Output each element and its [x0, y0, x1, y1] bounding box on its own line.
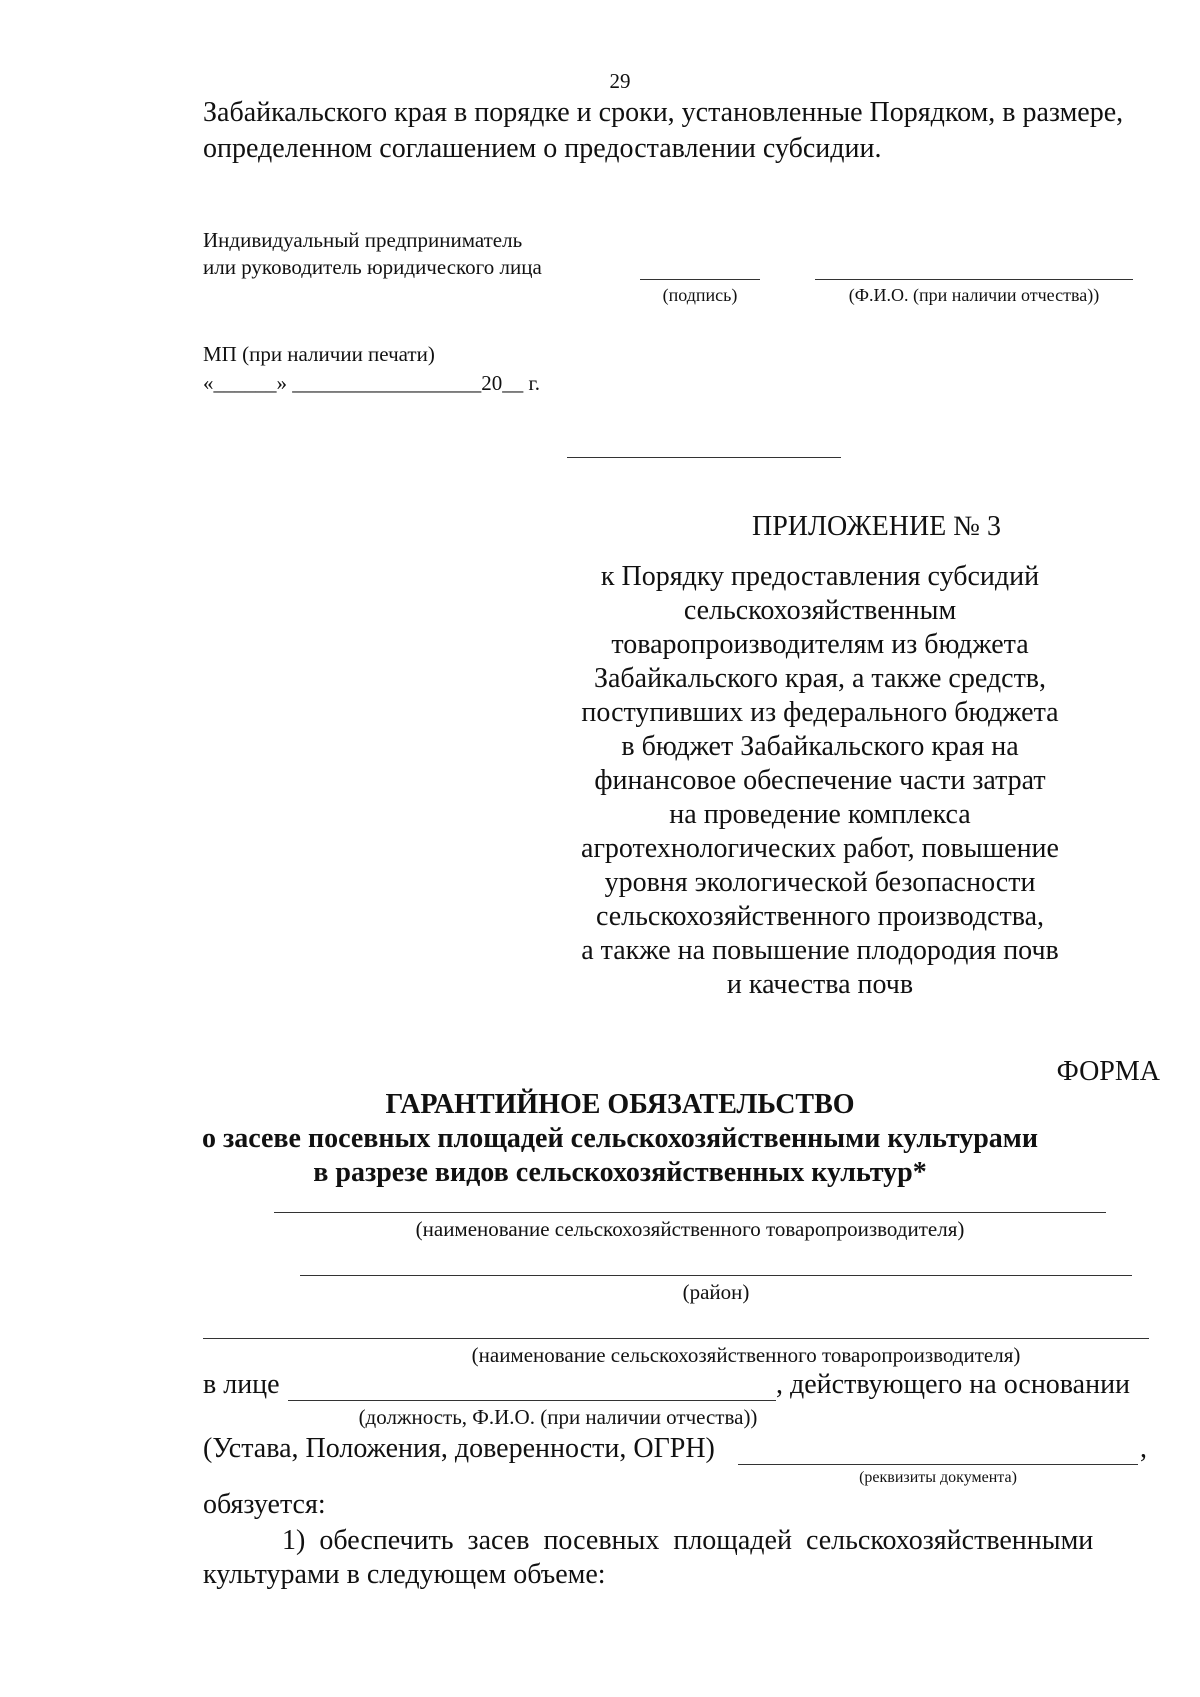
signature-caption: (подпись) — [662, 285, 738, 305]
appendix-line: уровня экологической безопасности — [604, 867, 1036, 898]
position-fio-line[interactable] — [288, 1400, 776, 1401]
appendix-line: а также на повышение плодородия почв — [581, 935, 1059, 966]
producer-name-line-2[interactable] — [203, 1338, 1149, 1339]
heading-subtitle-1: о засеве посевных площадей сельскохозяйственными культурами — [201, 1123, 1039, 1154]
page-number: 29 — [609, 69, 631, 93]
commits-label: обязуется: — [203, 1489, 326, 1520]
district-line[interactable] — [300, 1275, 1132, 1276]
appendix-line: в бюджет Забайкальского края на — [621, 731, 1019, 762]
signer-label-line-2: или руководитель юридического лица — [203, 255, 542, 279]
document-details-caption: (реквизиты документа) — [859, 1469, 1017, 1486]
appendix-line: и качества почв — [726, 969, 914, 1000]
obligation-item-1-line-1: 1) обеспечить засев посевных площадей сельскохозяйственными — [282, 1525, 1094, 1556]
section-separator — [567, 457, 841, 458]
appendix-line: финансовое обеспечение части затрат — [594, 765, 1046, 796]
appendix-line: сельскохозяйственного производства, — [595, 901, 1045, 932]
appendix-line: агротехнологических работ, повышение — [581, 833, 1059, 864]
heading-title: ГАРАНТИЙНОЕ ОБЯЗАТЕЛЬСТВО — [385, 1089, 855, 1120]
obligation-item-1-line-2: культурами в следующем объеме: — [203, 1559, 606, 1590]
basis-comma: , — [1140, 1433, 1147, 1464]
date-line: «______» __________________20__ г. — [203, 371, 540, 395]
basis-label: (Устава, Положения, доверенности, ОГРН) — [203, 1433, 715, 1464]
producer-name-caption: (наименование сельскохозяйственного товаропроизводителя) — [415, 1217, 965, 1241]
appendix-line: товаропроизводителям из бюджета — [611, 629, 1029, 660]
appendix-line: на проведение комплекса — [669, 799, 971, 830]
document-details-line[interactable] — [738, 1464, 1138, 1465]
in-person-label: в лице — [203, 1369, 280, 1400]
fio-caption: (Ф.И.О. (при наличии отчества)) — [848, 285, 1100, 305]
heading-subtitle-2: в разрезе видов сельскохозяйственных культур* — [313, 1157, 927, 1188]
position-fio-caption: (должность, Ф.И.О. (при наличии отчества)) — [358, 1405, 758, 1429]
appendix-line: поступивших из федерального бюджета — [581, 697, 1059, 728]
signer-label-line-1: Индивидуальный предприниматель — [203, 228, 523, 252]
intro-line-1: Забайкальского края в порядке и сроки, установленные Порядком, в размере, — [203, 97, 1124, 128]
producer-name-caption-2: (наименование сельскохозяйственного товаропроизводителя) — [471, 1343, 1021, 1367]
appendix-line: Забайкальского края, а также средств, — [593, 663, 1047, 694]
producer-name-line[interactable] — [274, 1212, 1106, 1213]
district-caption: (район) — [682, 1280, 750, 1304]
form-label: ФОРМА — [1056, 1056, 1160, 1087]
signature-line — [640, 279, 760, 280]
appendix-title: ПРИЛОЖЕНИЕ № 3 — [752, 511, 1001, 542]
fio-line — [815, 279, 1133, 280]
acting-label: , действующего на основании — [776, 1369, 1131, 1400]
appendix-line: сельскохозяйственным — [683, 595, 957, 626]
appendix-description — [560, 560, 1080, 1002]
intro-line-2: определенном соглашением о предоставлении субсидии. — [203, 133, 882, 164]
appendix-line: к Порядку предоставления субсидий — [600, 561, 1040, 592]
stamp-label: МП (при наличии печати) — [203, 342, 435, 366]
